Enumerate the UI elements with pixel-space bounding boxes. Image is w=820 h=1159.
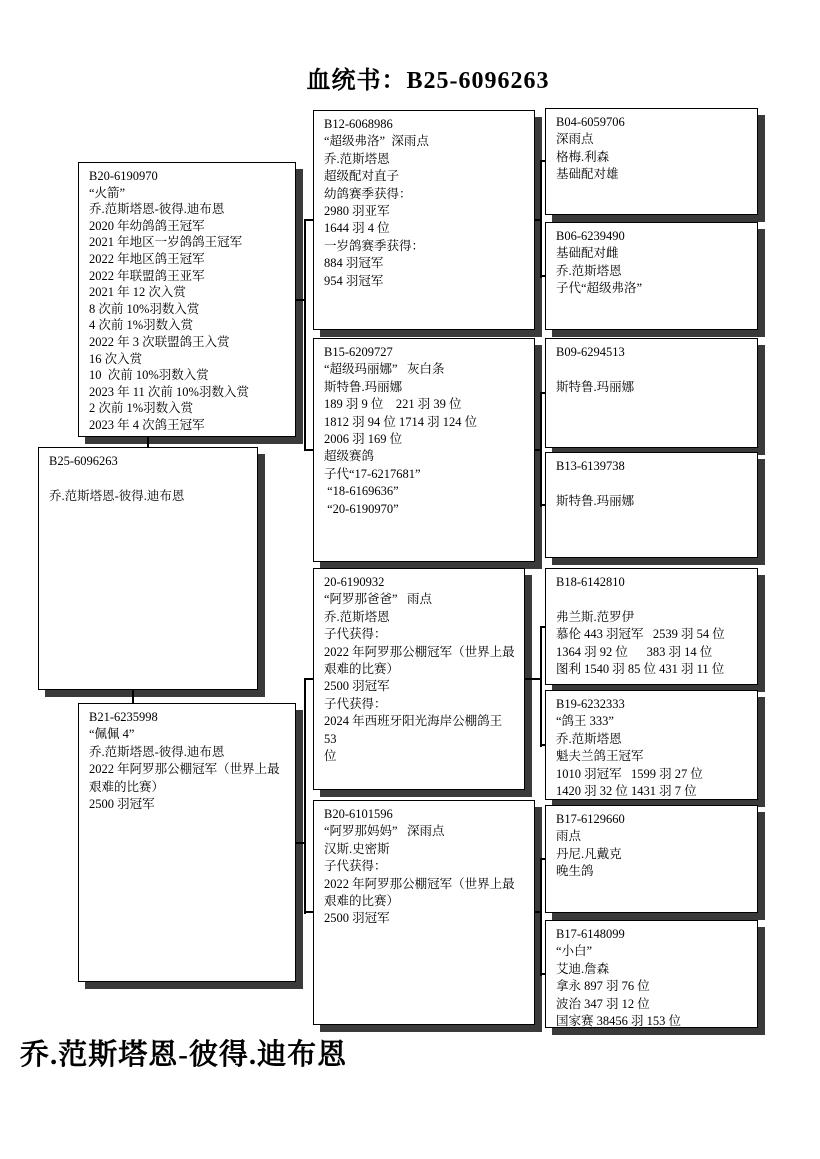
breeder-name: 斯特鲁.玛丽娜 [324, 379, 403, 394]
connector-b09-stub [540, 392, 545, 394]
result-line: 10 次前 10%羽数入赏 [89, 368, 209, 383]
pedigree-box-b13-6139738 [545, 452, 758, 558]
result-line: 8 次前 10%羽数入赏 [89, 301, 200, 316]
result-line: 1644 羽 4 位 [324, 221, 390, 236]
result-line: 国家赛 38456 羽 153 位 [556, 1014, 682, 1028]
breeder-name: 艾迪.詹森 [556, 961, 610, 976]
connector-b25-to-b21 [132, 690, 134, 703]
result-line: 2500 羽冠军 [89, 797, 155, 812]
pedigree-box-b12-6068986 [313, 110, 535, 330]
result-line: 1010 羽冠军 1599 羽 27 位 [556, 766, 703, 781]
result-line: 基础配对雄 [556, 167, 619, 182]
ring-number: B13-6139738 [556, 459, 625, 473]
pedigree-box-b18-6142810 [545, 568, 758, 685]
color-line: 雨点 [556, 829, 582, 844]
breeder-name: 乔.范斯塔恩-彼得.迪布恩 [89, 744, 225, 759]
result-line: 2022 年阿罗那公棚冠军（世界上最 [324, 644, 515, 659]
connector-b20f-bracket [304, 219, 306, 451]
pedigree-box-b20-6190970 [78, 162, 296, 437]
breeder-name: 斯特鲁.玛丽娜 [556, 493, 635, 508]
ring-number: B15-6209727 [324, 345, 393, 359]
result-line: 位 [324, 749, 337, 764]
result-line: 2500 羽冠军 [324, 911, 390, 926]
result-line: 魁夫兰鸽王冠军 [556, 749, 644, 764]
result-line: 189 羽 9 位 221 羽 39 位 [324, 397, 462, 412]
result-line: 2023 年 11 次前 10%羽数入赏 [89, 384, 249, 399]
connector-b12-stub [304, 219, 313, 221]
ring-number: B18-6142810 [556, 575, 625, 589]
page-title: 血统书：B25-6096263 [306, 68, 550, 94]
spacer-line [49, 470, 249, 487]
pedigree-box-b20-6101596 [313, 800, 535, 1025]
connector-b15-bracket [540, 392, 542, 507]
connector-b19-stub [540, 744, 545, 746]
pigeon-name: “阿罗那爸爸” 雨点 [324, 592, 432, 607]
result-line: 慕伦 443 羽冠军 2539 羽 54 位 [556, 627, 725, 642]
ring-number: B12-6068986 [324, 117, 393, 131]
connector-b17b-stub [540, 973, 545, 975]
result-line: 2022 年阿罗那公棚冠军（世界上最 [324, 876, 515, 891]
result-line: “20-6190970” [324, 501, 399, 516]
result-line: 2500 羽冠军 [324, 679, 390, 694]
ring-number: B09-6294513 [556, 345, 625, 359]
result-line: 幼鸽赛季获得： [324, 186, 412, 201]
connector-b13-stub [540, 504, 545, 506]
result-line: 2021 年 12 次入赏 [89, 285, 186, 300]
result-line: 2024 年西班牙阳光海岸公棚鸽王 53 [324, 714, 506, 746]
spacer-line [556, 475, 749, 492]
connector-g20-bracket [540, 626, 542, 747]
result-line: 2022 年阿罗那公棚冠军（世界上最 [89, 762, 280, 777]
spacer-line [556, 361, 749, 378]
result-line: 超级配对直子 [324, 169, 400, 184]
result-line: 2022 年地区鸽王冠军 [89, 251, 205, 266]
result-line: 图利 1540 羽 85 位 431 羽 11 位 [556, 662, 725, 677]
connector-b17a-stub [540, 858, 545, 860]
pedigree-box-b17-6129660 [545, 805, 758, 913]
breeder-name: 乔.范斯塔恩-彼得.迪布恩 [49, 488, 185, 503]
result-line: 子代获得： [324, 627, 387, 642]
pigeon-name: “佩佩 4” [89, 727, 135, 742]
result-line: 954 羽冠军 [324, 273, 384, 288]
result-line: 2 次前 1%羽数入赏 [89, 401, 194, 416]
breeder-name: 乔.范斯塔恩-彼得.迪布恩 [89, 202, 225, 217]
loft-name-footer: 乔.范斯塔恩-彼得.迪布恩 [20, 1039, 348, 1071]
pedigree-box-b04-6059706 [545, 108, 758, 215]
result-line: 4 次前 1%羽数入赏 [89, 318, 194, 333]
breeder-name: 汉斯.史密斯 [324, 841, 390, 856]
ring-number: B17-6148099 [556, 927, 625, 941]
result-line: 子代获得： [324, 696, 387, 711]
result-line: 子代“17-6217681” [324, 466, 421, 481]
ring-number: B17-6129660 [556, 812, 625, 826]
ring-number: B21-6235998 [89, 710, 158, 724]
pigeon-name: “小白” [556, 944, 593, 959]
result-line: 2021 年地区一岁鸽鸽王冠军 [89, 235, 243, 250]
connector-b20m-bracket [540, 858, 542, 976]
connector-b20f-to-b25 [147, 437, 149, 447]
connector-b20m-stub [304, 911, 313, 913]
result-line: 艰难的比赛） [324, 662, 400, 677]
connector-b04-stub [540, 160, 545, 162]
result-line: 子代获得： [324, 859, 387, 874]
pedigree-box-b15-6209727 [313, 338, 535, 562]
breeder-name: 乔.范斯塔恩 [324, 151, 390, 166]
ring-number: B19-6232333 [556, 697, 625, 711]
result-line: 2006 羽 169 位 [324, 432, 403, 447]
connector-b15-stub [304, 449, 313, 451]
ring-number: 20-6190932 [324, 575, 385, 589]
result-line: 2023 年 4 次鸽王冠军 [89, 417, 205, 432]
result-line: 2020 年幼鸽鸽王冠军 [89, 218, 205, 233]
result-line: 2022 年联盟鸽王亚军 [89, 268, 205, 283]
ring-number: B20-6190970 [89, 169, 158, 183]
pedigree-box-b19-6232333 [545, 690, 758, 800]
pigeon-name: “超级弗洛” 深雨点 [324, 134, 429, 149]
breeder-name: 丹尼.凡戴克 [556, 846, 622, 861]
connector-b21m-bracket [304, 678, 306, 914]
pigeon-name: “超级玛丽娜” 灰白条 [324, 362, 445, 377]
pedigree-box-b25-6096263 [38, 447, 258, 690]
pedigree-box-b21-6235998 [78, 703, 296, 982]
result-line: 艰难的比赛） [324, 894, 400, 909]
connector-b12-bracket [540, 160, 542, 278]
result-line: 2022 年 3 次联盟鸽王入赏 [89, 334, 230, 349]
pedigree-box-20-6190932 [313, 568, 525, 790]
breeder-name: 乔.范斯塔恩 [556, 731, 622, 746]
result-line: 晚生鸽 [556, 864, 594, 879]
ring-number: B04-6059706 [556, 115, 625, 129]
result-line: 1812 羽 94 位 1714 羽 124 位 [324, 414, 478, 429]
result-line: 波治 347 羽 12 位 [556, 996, 650, 1011]
spacer-line [556, 591, 749, 608]
result-line: 子代“超级弗洛” [556, 281, 643, 296]
result-line: 16 次入赏 [89, 351, 143, 366]
result-line: “18-6169636” [324, 484, 399, 499]
pigeon-name: “鸽王 333” [556, 714, 614, 729]
breeder-name: 弗兰斯.范罗伊 [556, 609, 635, 624]
pedigree-box-b09-6294513 [545, 338, 758, 448]
ring-number: B25-6096263 [49, 454, 118, 468]
result-line: 基础配对雌 [556, 246, 619, 261]
pigeon-name: “阿罗那妈妈” 深雨点 [324, 824, 445, 839]
result-line: 超级赛鸽 [324, 449, 375, 464]
connector-b06-stub [540, 275, 545, 277]
result-line: 一岁鸽赛季获得： [324, 238, 425, 253]
pedigree-box-b06-6239490 [545, 222, 758, 330]
result-line: 1364 羽 92 位 383 羽 14 位 [556, 644, 713, 659]
connector-b18-stub [540, 626, 545, 628]
result-line: 1420 羽 32 位 1431 羽 7 位 [556, 784, 697, 799]
pedigree-box-b17-6148099 [545, 920, 758, 1028]
connector-g20-stub [304, 678, 313, 680]
color-line: 深雨点 [556, 132, 594, 147]
result-line: 艰难的比赛） [89, 779, 165, 794]
result-line: 884 羽冠军 [324, 256, 384, 271]
breeder-name: 格梅.利森 [556, 149, 610, 164]
ring-number: B06-6239490 [556, 229, 625, 243]
breeder-name: 乔.范斯塔恩 [324, 609, 390, 624]
breeder-name: 斯特鲁.玛丽娜 [556, 379, 635, 394]
pigeon-name: “火箭” [89, 185, 126, 200]
ring-number: B20-6101596 [324, 807, 393, 821]
breeder-name: 乔.范斯塔恩 [556, 263, 622, 278]
result-line: 2980 羽亚军 [324, 204, 390, 219]
result-line: 拿永 897 羽 76 位 [556, 979, 650, 994]
